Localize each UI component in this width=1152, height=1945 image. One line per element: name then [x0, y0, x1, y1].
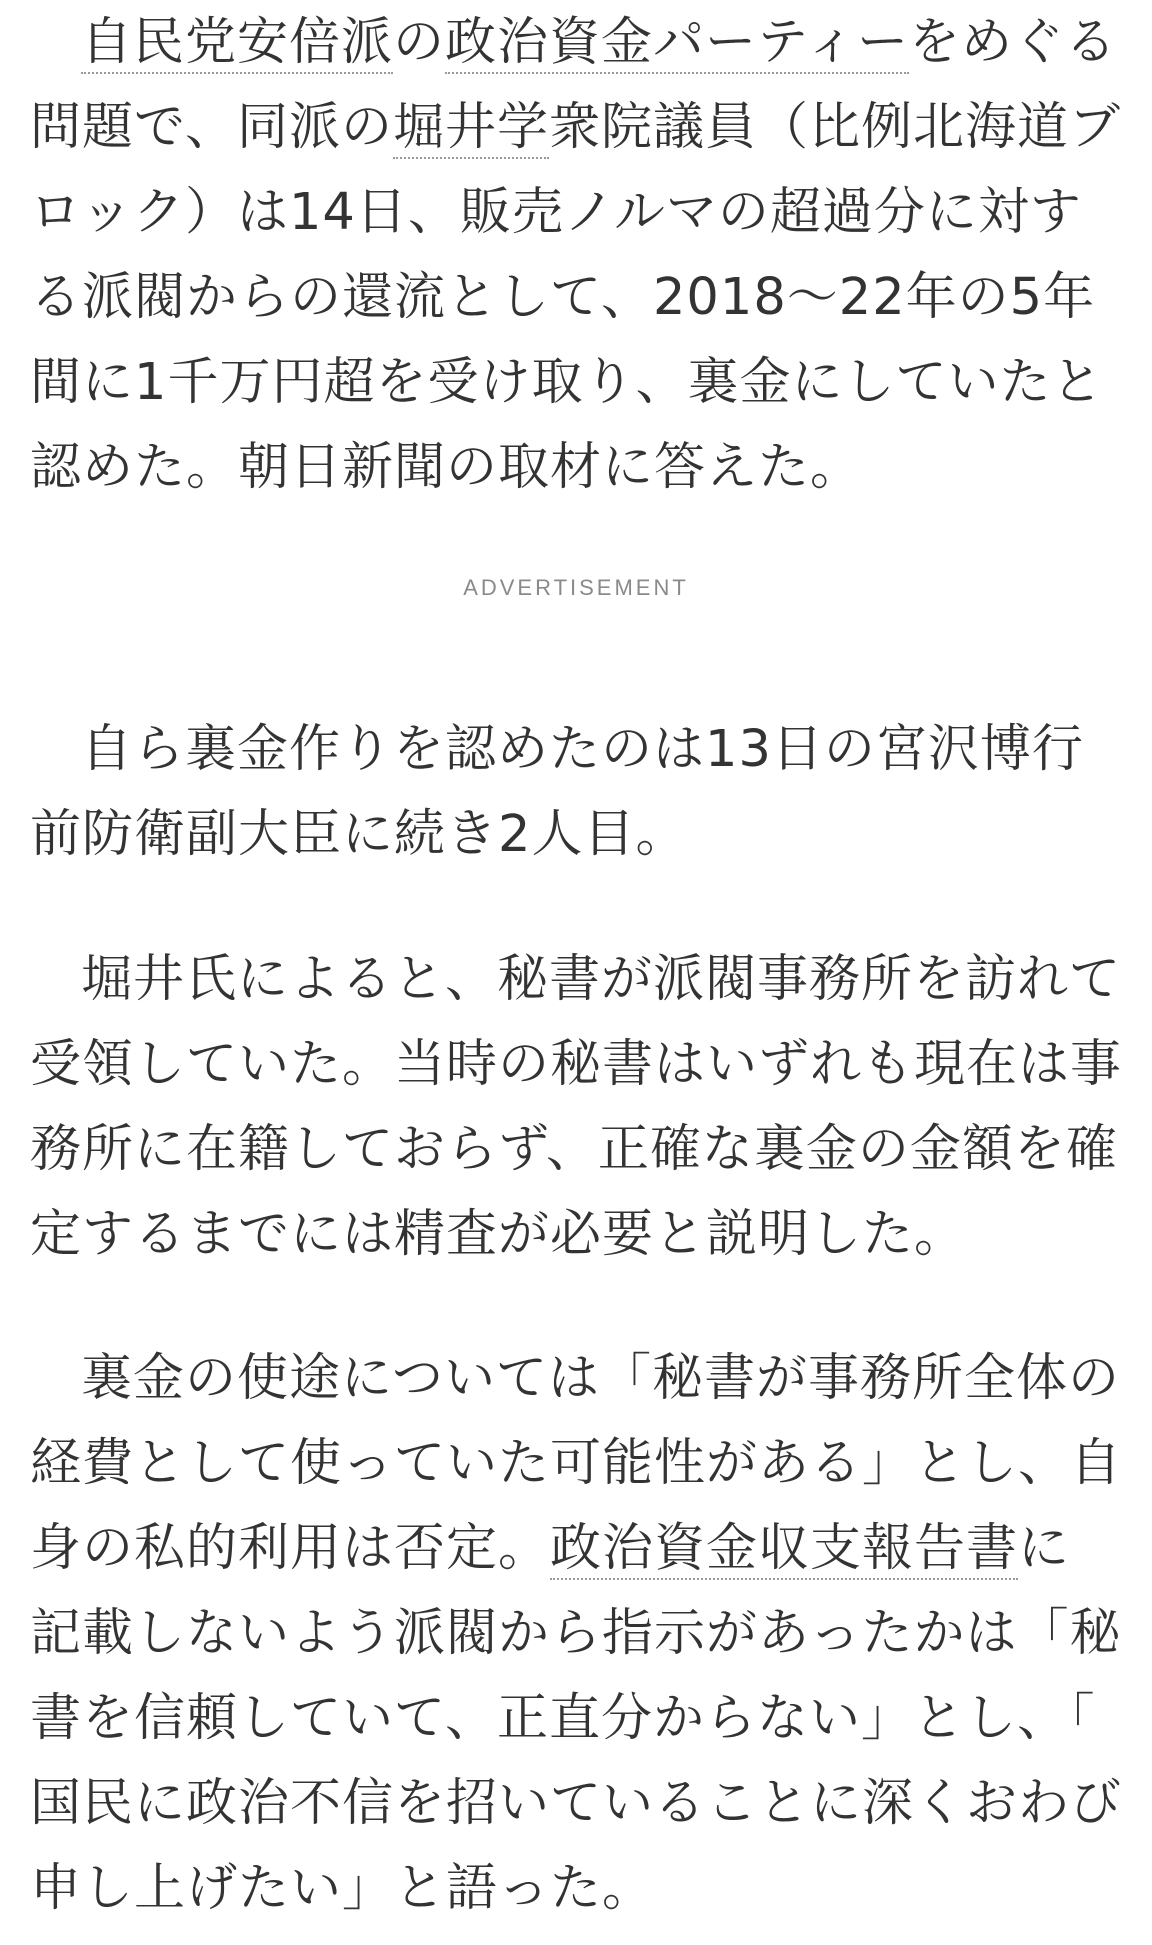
paragraph-4-text-2: に記載しないよう派閥から指示があったかは「秘書を信頼していて、正直分からない」とし、「国民に政治不信を招いていることに深くおわび申し上げたい」と語った。 — [30, 1519, 1123, 1918]
link-political-funds-report[interactable]: 政治資金収支報告書 — [550, 1519, 1019, 1578]
link-horii-manabu[interactable]: 堀井学 — [392, 98, 549, 157]
advertisement-label: ADVERTISEMENT — [463, 575, 689, 600]
paragraph-1-text-1: の — [393, 13, 446, 72]
paragraph-1 — [30, 0, 1122, 510]
paragraph-1-text-3: 衆院議員（比例北海道ブロック）は14日、販売ノルマの超過分に対する派閥からの還流として、2018～22年の5年間に1千万円超を受け取り、裏金にしていたと認めた。朝日新聞の取材に答えた。 — [30, 98, 1122, 497]
paragraph-4-text-1: 裏金の使途については「秘書が事務所全体の経費として使っていた可能性がある」とし、自身の私的利用は否定。 — [30, 1349, 1123, 1578]
paragraph-4 — [30, 1336, 1122, 1931]
link-ldp-abe-faction[interactable]: 自民党安倍派 — [81, 13, 394, 72]
paragraph-1-text-2: をめぐる問題で、同派の — [30, 13, 1117, 157]
paragraph-2: 自ら裏金作りを認めたのは13日の宮沢博行前防衛副大臣に続き2人目。 — [30, 720, 1084, 864]
paragraph-3: 堀井氏によると、秘書が派閥事務所を訪れて受領していた。当時の秘書はいずれも現在は事務所に在籍しておらず、正確な裏金の金額を確定するまでには精査が必要と説明した。 — [30, 950, 1123, 1264]
link-political-fund-party[interactable]: 政治資金パーティー — [445, 13, 909, 72]
